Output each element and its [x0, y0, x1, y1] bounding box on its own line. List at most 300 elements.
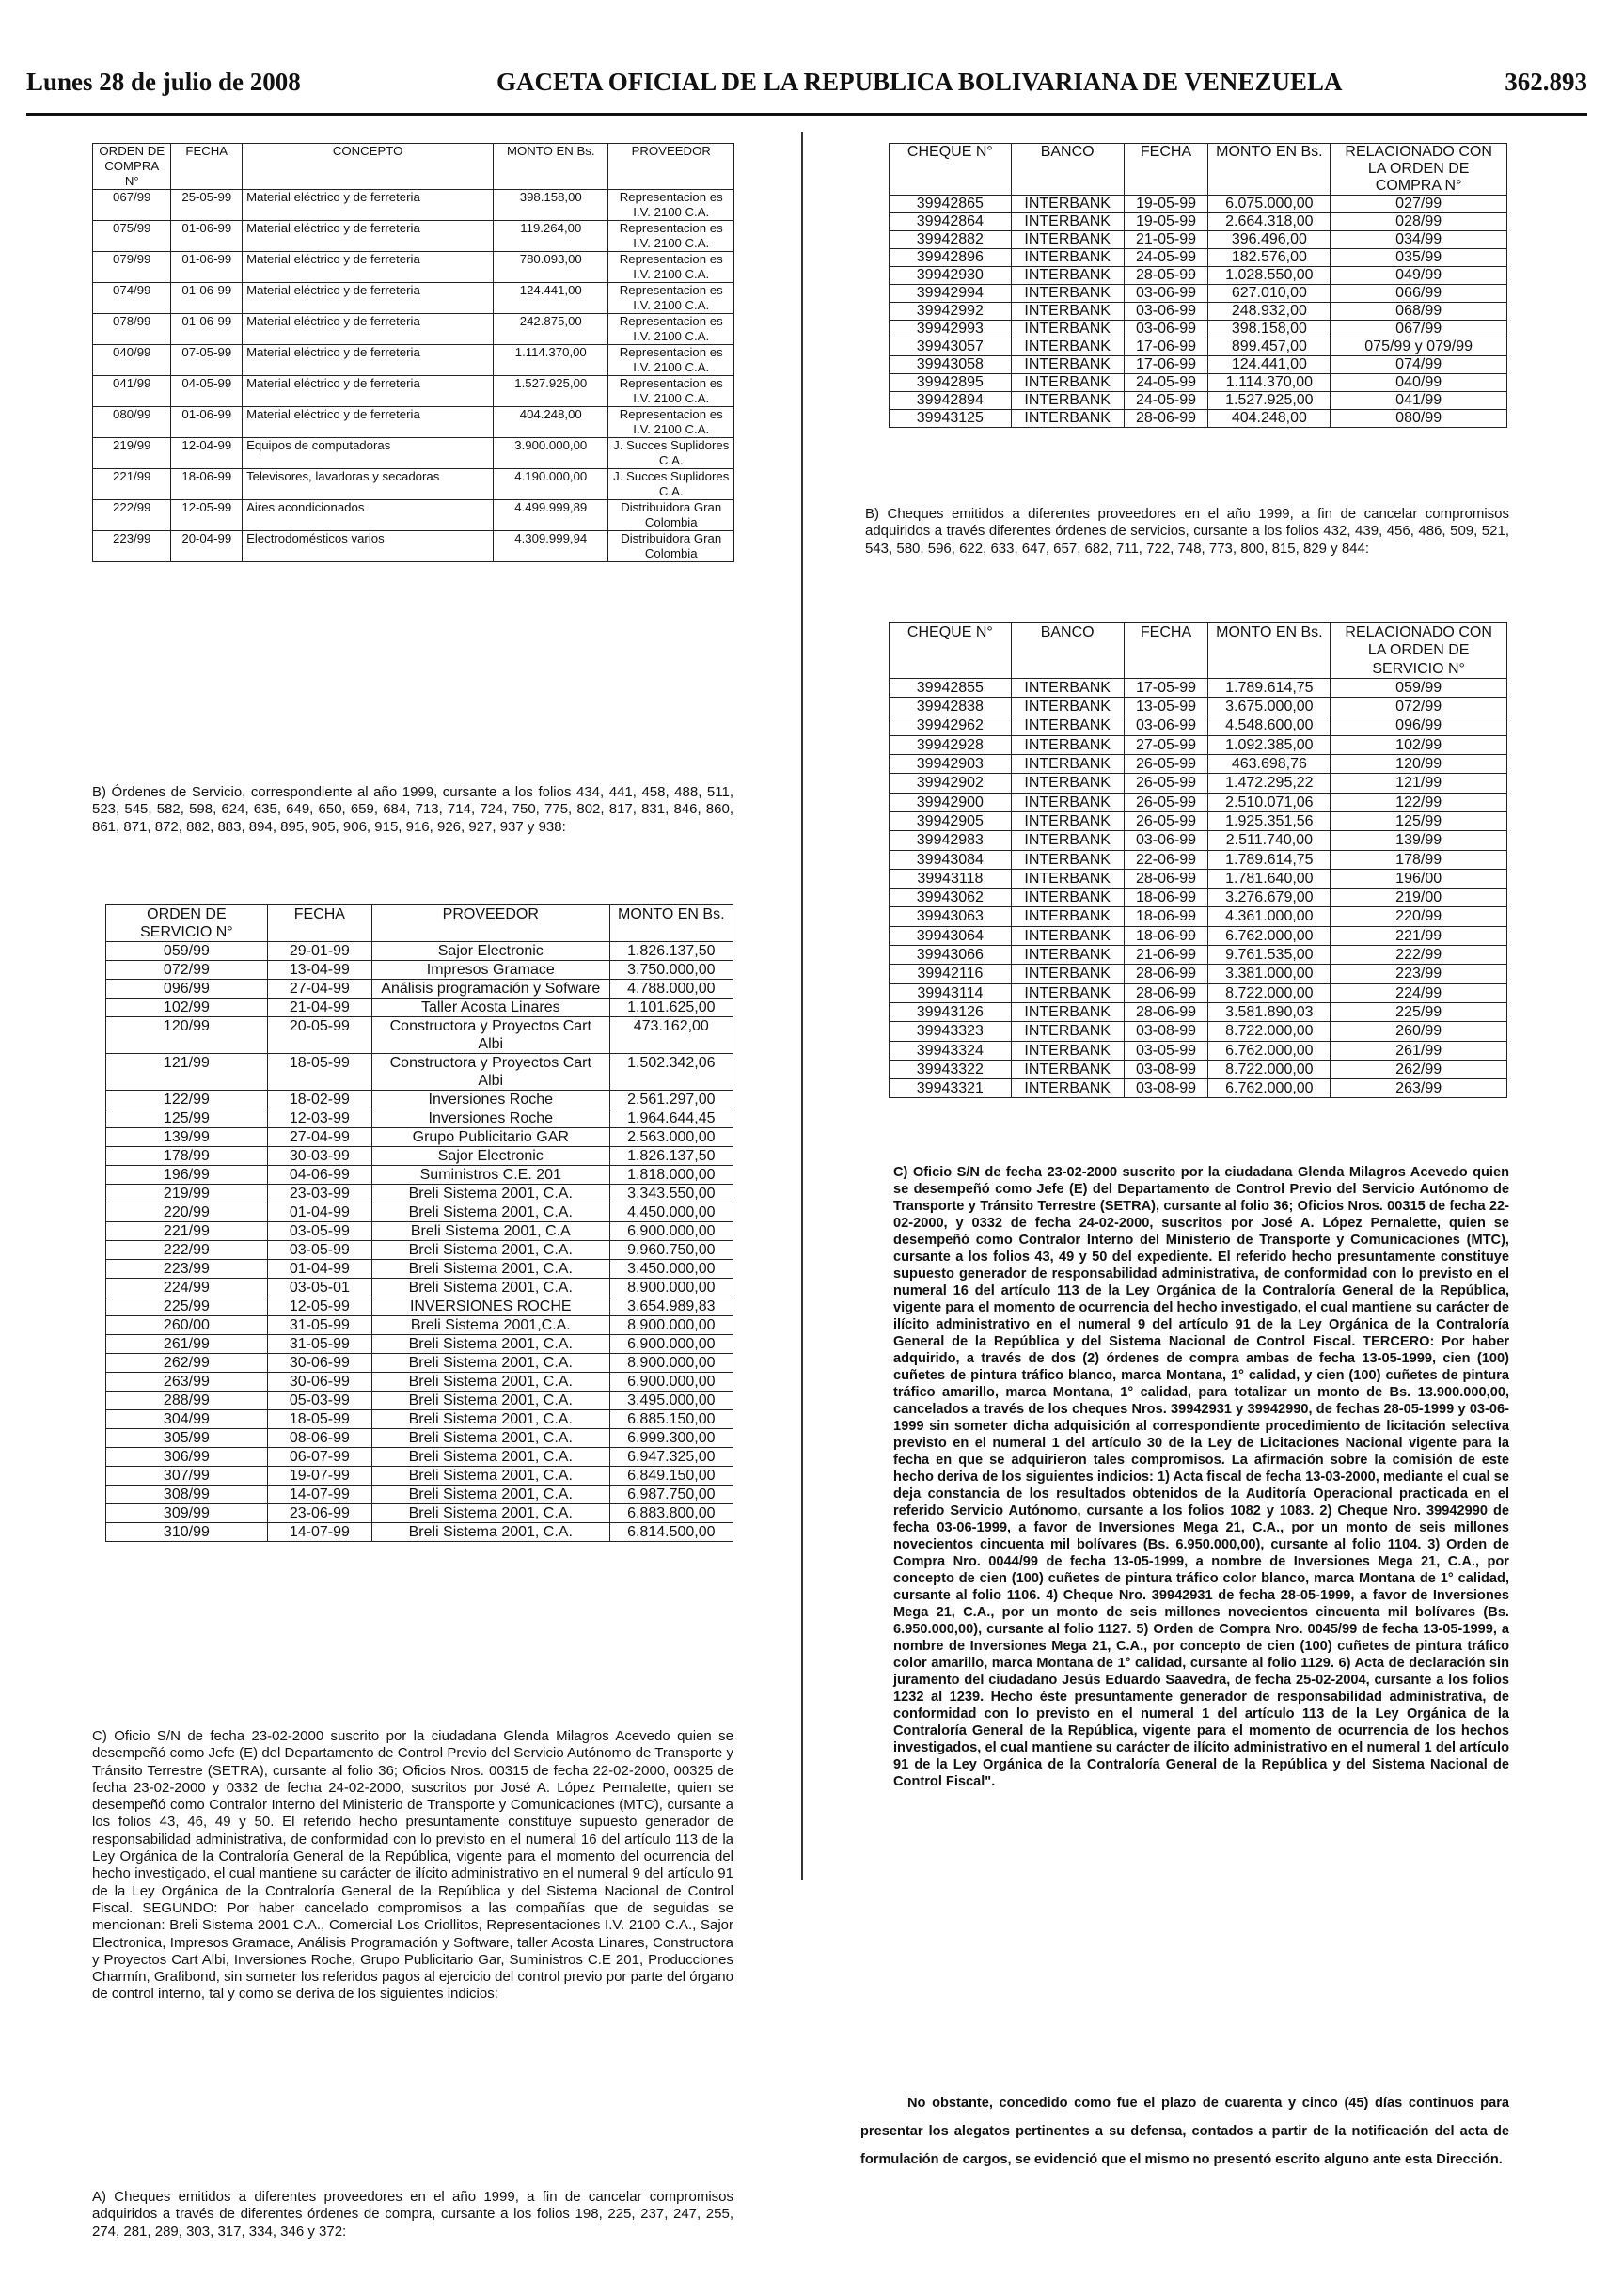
table-cell: 122/99	[106, 1091, 268, 1109]
header-date: Lunes 28 de julio de 2008	[26, 68, 301, 96]
table-cell: 074/99	[1331, 356, 1507, 374]
table-cell: 39942855	[890, 678, 1012, 697]
table-row	[106, 1297, 733, 1316]
table-row	[106, 1241, 733, 1260]
table-cell: 096/99	[106, 980, 268, 999]
table-cell: 07-05-99	[171, 345, 243, 376]
table-cell: 28-06-99	[1124, 869, 1208, 888]
table-cell: 01-04-99	[267, 1203, 371, 1222]
table-row	[890, 831, 1507, 850]
table-cell: 26-05-99	[1124, 774, 1208, 793]
table-row	[890, 374, 1507, 392]
table-row	[890, 267, 1507, 285]
table-cell: 1.527.925,00	[1208, 392, 1331, 410]
column-header: MONTO EN Bs.	[494, 144, 608, 190]
table-row	[106, 1486, 733, 1504]
table-cell: INTERBANK	[1011, 926, 1124, 945]
table-cell: 31-05-99	[267, 1316, 371, 1335]
column-header: CHEQUE N°	[890, 144, 1012, 196]
table-cell: 6.999.300,00	[609, 1429, 733, 1448]
table-cell: 263/99	[1331, 1079, 1507, 1098]
table-cell: 404.248,00	[494, 407, 608, 438]
table-cell: INTERBANK	[1011, 303, 1124, 321]
table-cell: 6.814.500,00	[609, 1523, 733, 1542]
table-cell: 39942838	[890, 698, 1012, 716]
table-cell: 310/99	[106, 1523, 268, 1542]
table-row	[106, 980, 733, 999]
table-cell: 6.987.750,00	[609, 1486, 733, 1504]
header-rule	[26, 113, 1587, 116]
table-cell: 263/99	[106, 1373, 268, 1392]
table-cell: 041/99	[93, 376, 171, 407]
table-cell: 074/99	[93, 283, 171, 314]
table-cell: Electrodomésticos varios	[243, 531, 494, 562]
table-cell: 072/99	[106, 961, 268, 980]
table-cell: 20-04-99	[171, 531, 243, 562]
table-cell: Breli Sistema 2001, C.A.	[371, 1448, 609, 1467]
table-cell: 39943322	[890, 1060, 1012, 1078]
table-cell: 39942992	[890, 303, 1012, 321]
table-cell: 39942905	[890, 811, 1012, 830]
table-row	[890, 774, 1507, 793]
table-cell: 219/99	[93, 438, 171, 469]
table-cell: 1.818.000,00	[609, 1166, 733, 1185]
table-cell: 17-06-99	[1124, 356, 1208, 374]
table-cell: 262/99	[106, 1354, 268, 1373]
table-header-row	[106, 905, 733, 942]
table-row	[890, 1041, 1507, 1060]
table-cell: 18-06-99	[171, 469, 243, 500]
table-row	[890, 231, 1507, 249]
table-cell: 05-03-99	[267, 1392, 371, 1410]
table-cell: 9.960.750,00	[609, 1241, 733, 1260]
table-cell: Análisis programación y Sofware	[371, 980, 609, 999]
table-cell: INTERBANK	[1011, 983, 1124, 1002]
table-cell: INTERBANK	[1011, 850, 1124, 869]
table-cell: 3.450.000,00	[609, 1260, 733, 1279]
table-cell: 39943118	[890, 869, 1012, 888]
table-cell: 29-01-99	[267, 942, 371, 961]
table-cell: 19-05-99	[1124, 196, 1208, 213]
table-cell: 059/99	[1331, 678, 1507, 697]
table-cell: 139/99	[106, 1128, 268, 1147]
table-cell: 182.576,00	[1208, 249, 1331, 267]
table-cell: J. Succes Suplidores C.A.	[608, 438, 734, 469]
table-cell: Constructora y Proyectos Cart Albi	[371, 1054, 609, 1091]
table-cell: 1.101.625,00	[609, 999, 733, 1017]
table-cell: Suministros C.E. 201	[371, 1166, 609, 1185]
table-cell: 307/99	[106, 1467, 268, 1486]
table-cell: 39942895	[890, 374, 1012, 392]
table-row	[106, 1166, 733, 1185]
table-cell: 30-03-99	[267, 1147, 371, 1166]
table-row	[890, 678, 1507, 697]
table-cell: 4.548.600,00	[1208, 716, 1331, 735]
table-cell: 03-05-01	[267, 1279, 371, 1297]
table-cell: Breli Sistema 2001, C.A.	[371, 1523, 609, 1542]
table-cell: 39943062	[890, 889, 1012, 907]
table-cell: 13-05-99	[1124, 698, 1208, 716]
table-cell: 219/00	[1331, 889, 1507, 907]
table-cell: 262/99	[1331, 1060, 1507, 1078]
table-cell: Breli Sistema 2001, C.A.	[371, 1335, 609, 1354]
table-cell: 4.788.000,00	[609, 980, 733, 999]
table-cell: 122/99	[1331, 793, 1507, 811]
table-cell: 08-06-99	[267, 1429, 371, 1448]
table-cell: Equipos de computadoras	[243, 438, 494, 469]
table-cell: 121/99	[1331, 774, 1507, 793]
table-cell: Material eléctrico y de ferreteria	[243, 345, 494, 376]
column-header: FECHA	[1124, 623, 1208, 679]
table-row	[93, 500, 734, 531]
paragraph-a-left: A) Cheques emitidos a diferentes proveedores en el año 1999, a fin de cancelar compromisos adquiridos a través de diferentes órdenes de compra, cursante a los folios 198, 225, 237, 247, 255, 274, 281, 289, 303, 317, 334, 346 y 372:	[92, 2189, 733, 2240]
table-cell: 14-07-99	[267, 1486, 371, 1504]
table-cell: 139/99	[1331, 831, 1507, 850]
table-row	[93, 190, 734, 221]
table-cell: 01-04-99	[267, 1260, 371, 1279]
table-row	[106, 1017, 733, 1054]
table-row	[890, 869, 1507, 888]
table-cell: Breli Sistema 2001, C.A.	[371, 1392, 609, 1410]
table-cell: 220/99	[1331, 907, 1507, 926]
table-cell: 040/99	[93, 345, 171, 376]
table-cell: 627.010,00	[1208, 285, 1331, 303]
table-cell: INTERBANK	[1011, 774, 1124, 793]
table-cell: 27-04-99	[267, 980, 371, 999]
table-cell: 3.654.989,83	[609, 1297, 733, 1316]
table-cell: 39942896	[890, 249, 1012, 267]
table-cell: 067/99	[1331, 321, 1507, 338]
table-row	[890, 338, 1507, 356]
table-cell: 39943084	[890, 850, 1012, 869]
table-cell: 39942882	[890, 231, 1012, 249]
table-row	[106, 1504, 733, 1523]
table-cell: Material eléctrico y de ferreteria	[243, 252, 494, 283]
table-cell: Material eléctrico y de ferreteria	[243, 376, 494, 407]
table-cell: 01-06-99	[171, 252, 243, 283]
table-cell: 39942962	[890, 716, 1012, 735]
table-row	[106, 1429, 733, 1448]
table-cell: 8.722.000,00	[1208, 1022, 1331, 1041]
column-header: FECHA	[171, 144, 243, 190]
table-cell: INTERBANK	[1011, 1002, 1124, 1021]
table-cell: 260/00	[106, 1316, 268, 1335]
table-cell: 041/99	[1331, 392, 1507, 410]
table-cell: 18-05-99	[267, 1410, 371, 1429]
table-cell: INTERBANK	[1011, 755, 1124, 774]
table-cell: INTERBANK	[1011, 811, 1124, 830]
table-cell: Material eléctrico y de ferreteria	[243, 221, 494, 252]
table-cell: INTERBANK	[1011, 321, 1124, 338]
table-row	[890, 249, 1507, 267]
table-row	[890, 983, 1507, 1002]
table-cell: 1.502.342,06	[609, 1054, 733, 1091]
table-cell: 39943323	[890, 1022, 1012, 1041]
table-cell: INTERBANK	[1011, 267, 1124, 285]
table-cell: 12-05-99	[171, 500, 243, 531]
table-cell: 1.925.351,56	[1208, 811, 1331, 830]
table-ordenes-servicio	[105, 904, 733, 1542]
table-row	[890, 946, 1507, 965]
table-cell: 223/99	[106, 1260, 268, 1279]
table-cell: 27-04-99	[267, 1128, 371, 1147]
table-cell: Breli Sistema 2001,C.A.	[371, 1316, 609, 1335]
table-row	[890, 392, 1507, 410]
table-row	[106, 1185, 733, 1203]
table-cell: 03-06-99	[1124, 716, 1208, 735]
table-cell: 39942894	[890, 392, 1012, 410]
table-cell: 18-05-99	[267, 1054, 371, 1091]
table-cell: 124.441,00	[1208, 356, 1331, 374]
table-cell: 028/99	[1331, 213, 1507, 231]
table-cell: 6.900.000,00	[609, 1373, 733, 1392]
table-cell: 39942902	[890, 774, 1012, 793]
gazette-header	[26, 68, 1587, 111]
table-cell: 18-02-99	[267, 1091, 371, 1109]
table-cell: 119.264,00	[494, 221, 608, 252]
table-cell: 223/99	[1331, 965, 1507, 983]
table-row	[890, 965, 1507, 983]
table-cell: 03-05-99	[267, 1222, 371, 1241]
table-cell: 040/99	[1331, 374, 1507, 392]
table-cheques-compra	[889, 143, 1507, 428]
table-cell: Constructora y Proyectos Cart Albi	[371, 1017, 609, 1054]
column-divider	[801, 132, 803, 1880]
table-cell: INTERBANK	[1011, 249, 1124, 267]
table-cell: 06-07-99	[267, 1448, 371, 1467]
table-cell: 248.932,00	[1208, 303, 1331, 321]
table-cell: 23-06-99	[267, 1504, 371, 1523]
table-cell: 225/99	[106, 1297, 268, 1316]
table-row	[890, 889, 1507, 907]
table-cell: 39942900	[890, 793, 1012, 811]
table-cell: 102/99	[106, 999, 268, 1017]
table-cell: INTERBANK	[1011, 231, 1124, 249]
table-cell: 2.511.740,00	[1208, 831, 1331, 850]
table-cell: 01-06-99	[171, 283, 243, 314]
table-row	[106, 1354, 733, 1373]
table-cell: 28-06-99	[1124, 410, 1208, 428]
table-cell: 260/99	[1331, 1022, 1507, 1041]
table-cell: 224/99	[106, 1279, 268, 1297]
table-row	[890, 811, 1507, 830]
table-cell: Breli Sistema 2001, C.A.	[371, 1429, 609, 1448]
table-cell: 1.527.925,00	[494, 376, 608, 407]
table-cell: 19-05-99	[1124, 213, 1208, 231]
table-cell: 39942903	[890, 755, 1012, 774]
table-cell: 01-06-99	[171, 314, 243, 345]
column-header: RELACIONADO CON LA ORDEN DE SERVICIO N°	[1331, 623, 1507, 679]
table-row	[890, 735, 1507, 754]
table-cell: 309/99	[106, 1504, 268, 1523]
table-cell: Material eléctrico y de ferreteria	[243, 283, 494, 314]
table-row	[106, 942, 733, 961]
table-cell: INTERBANK	[1011, 889, 1124, 907]
table-cell: 398.158,00	[494, 190, 608, 221]
table-row	[890, 303, 1507, 321]
table-cell: 26-05-99	[1124, 793, 1208, 811]
table-cell: Representacion es I.V. 2100 C.A.	[608, 190, 734, 221]
table-cell: 12-04-99	[171, 438, 243, 469]
table-cell: Breli Sistema 2001, C.A.	[371, 1279, 609, 1297]
table-row	[890, 850, 1507, 869]
table-cell: 035/99	[1331, 249, 1507, 267]
table-cell: 39942116	[890, 965, 1012, 983]
table-cell: 120/99	[1331, 755, 1507, 774]
table-cell: 28-06-99	[1124, 983, 1208, 1002]
table-cell: Breli Sistema 2001, C.A.	[371, 1504, 609, 1523]
table-cell: 219/99	[106, 1185, 268, 1203]
table-cell: Breli Sistema 2001, C.A	[371, 1222, 609, 1241]
table-cell: 39942930	[890, 267, 1012, 285]
table-row	[890, 321, 1507, 338]
table-cell: 059/99	[106, 942, 268, 961]
table-cell: J. Succes Suplidores C.A.	[608, 469, 734, 500]
table-cell: 1.781.640,00	[1208, 869, 1331, 888]
table-header-row	[890, 144, 1507, 196]
table-row	[106, 1279, 733, 1297]
table-cell: 39942983	[890, 831, 1012, 850]
table-row	[106, 1091, 733, 1109]
paragraph-b-right: B) Cheques emitidos a diferentes proveedores en el año 1999, a fin de cancelar compromisos adquiridos a través diferentes órdenes de servicios, cursante a los folios 432, 439, 456, 486, 509, 521, 543, 580, 596, 622, 633, 647, 657, 682, 711, 722, 748, 773, 800, 815, 829 y 844:	[865, 506, 1509, 557]
table-cell: 8.722.000,00	[1208, 983, 1331, 1002]
table-cell: 17-05-99	[1124, 678, 1208, 697]
table-row	[106, 999, 733, 1017]
table-cell: 3.495.000,00	[609, 1392, 733, 1410]
table-cell: 308/99	[106, 1486, 268, 1504]
table-cell: INTERBANK	[1011, 735, 1124, 754]
table-row	[93, 438, 734, 469]
table-cell: 9.761.535,00	[1208, 946, 1331, 965]
table-cell: Representacion es I.V. 2100 C.A.	[608, 407, 734, 438]
table-cell: 17-06-99	[1124, 338, 1208, 356]
table-cell: 6.762.000,00	[1208, 926, 1331, 945]
table-cell: 28-05-99	[1124, 267, 1208, 285]
table-cheques-servicio	[889, 622, 1507, 1098]
column-header: MONTO EN Bs.	[1208, 144, 1331, 196]
table-row	[106, 1523, 733, 1542]
table-cell: 1.789.614,75	[1208, 678, 1331, 697]
table-cell: 072/99	[1331, 698, 1507, 716]
table-row	[93, 221, 734, 252]
table-cell: 20-05-99	[267, 1017, 371, 1054]
table-cell: 04-05-99	[171, 376, 243, 407]
table-cell: 12-05-99	[267, 1297, 371, 1316]
table-row	[890, 1022, 1507, 1041]
table-cell: 22-06-99	[1124, 850, 1208, 869]
table-cell: Breli Sistema 2001, C.A.	[371, 1373, 609, 1392]
table-cell: Breli Sistema 2001, C.A.	[371, 1260, 609, 1279]
table-cell: 39943057	[890, 338, 1012, 356]
table-cell: 121/99	[106, 1054, 268, 1091]
table-cell: Material eléctrico y de ferreteria	[243, 314, 494, 345]
table-row	[106, 1260, 733, 1279]
table-cell: 39943063	[890, 907, 1012, 926]
table-header-row	[890, 623, 1507, 679]
table-cell: 19-07-99	[267, 1467, 371, 1486]
table-cell: 306/99	[106, 1448, 268, 1467]
table-cell: 066/99	[1331, 285, 1507, 303]
table-row	[93, 314, 734, 345]
table-cell: Representacion es I.V. 2100 C.A.	[608, 221, 734, 252]
table-row	[890, 285, 1507, 303]
table-cell: 23-03-99	[267, 1185, 371, 1203]
table-cell: Inversiones Roche	[371, 1091, 609, 1109]
table-cell: 6.762.000,00	[1208, 1079, 1331, 1098]
table-row	[106, 1373, 733, 1392]
table-cell: INTERBANK	[1011, 356, 1124, 374]
table-cell: 18-06-99	[1124, 926, 1208, 945]
paragraph-c-left: C) Oficio S/N de fecha 23-02-2000 suscrito por la ciudadana Glenda Milagros Acevedo quien se desempeñó como Jefe (E) del Departamento de Control Previo del Servicio Autónomo de Transporte y Tránsito Terrestre (SETRA), cursante al folio 36; Oficios Nros. 00315 de fecha 22-02-2000, 00325 de fecha 23-02-2000 y 0332 de fecha 24-02-2000, suscritos por José A. López Pernalette, quien se desempeñó como Contralor Interno del Ministerio de Transporte y Comunicaciones (MTC), cursante a los folios 43, 46, 49 y 50. El referido hecho presuntamente constituye supuesto generador de responsabilidad administrativa, de conformidad con lo previsto en el numeral 16 del artículo 113 de la Ley Orgánica de la Contraloría General de la República, vigente para el momento del ocurrencia del hecho investigado, el cual mantiene su carácter de ilícito administrativo en el numeral 9 del artículo 91 de la Ley Orgánica de la Contraloría General de la República y del Sistema Nacional de Control Fiscal. SEGUNDO: Por haber cancelado compromisos a las compañías que de seguidas se mencionan: Breli Sistema 2001 C.A., Comercial Los Criollitos, Representaciones I.V. 2100 C.A., Sajor Electronica, Impresos Gramace, Análisis Programación y Software, taller Acosta Linares, Constructora y Proyectos Cart Albi, Inversiones Roche, Grupo Publicitario Gar, Suministros C.E 201, Producciones Charmín, Grafibond, sin someter los referidos pagos al ejercicio del control previo por parte del órgano de control interno, tal y como se deriva de los siguientes indicios:	[92, 1728, 733, 2003]
table-row	[106, 1448, 733, 1467]
column-header: ORDEN DE SERVICIO N°	[106, 905, 268, 942]
table-cell: 18-06-99	[1124, 889, 1208, 907]
table-cell: 220/99	[106, 1203, 268, 1222]
table-cell: 899.457,00	[1208, 338, 1331, 356]
table-cell: 21-04-99	[267, 999, 371, 1017]
table-cell: 39943114	[890, 983, 1012, 1002]
table-row	[890, 196, 1507, 213]
table-cell: 03-08-99	[1124, 1079, 1208, 1098]
table-row	[93, 407, 734, 438]
table-row	[106, 1316, 733, 1335]
table-cell: 39943321	[890, 1079, 1012, 1098]
table-cell: INTERBANK	[1011, 869, 1124, 888]
table-cell: 080/99	[1331, 410, 1507, 428]
table-row	[106, 1109, 733, 1128]
table-cell: INTERBANK	[1011, 716, 1124, 735]
table-cell: 24-05-99	[1124, 249, 1208, 267]
table-cell: Breli Sistema 2001, C.A.	[371, 1185, 609, 1203]
table-cell: 13-04-99	[267, 961, 371, 980]
table-cell: Breli Sistema 2001, C.A.	[371, 1410, 609, 1429]
table-row	[890, 907, 1507, 926]
table-cell: 04-06-99	[267, 1166, 371, 1185]
table-cell: 2.510.071,06	[1208, 793, 1331, 811]
table-cell: INVERSIONES ROCHE	[371, 1297, 609, 1316]
column-header: PROVEEDOR	[371, 905, 609, 942]
table-cell: Inversiones Roche	[371, 1109, 609, 1128]
table-row	[93, 376, 734, 407]
table-cell: 2.563.000,00	[609, 1128, 733, 1147]
table-cell: 222/99	[1331, 946, 1507, 965]
table-cell: 4.309.999,94	[494, 531, 608, 562]
table-cell: 39942993	[890, 321, 1012, 338]
table-cell: 3.750.000,00	[609, 961, 733, 980]
table-cell: INTERBANK	[1011, 1022, 1124, 1041]
table-cell: Material eléctrico y de ferreteria	[243, 190, 494, 221]
table-cell: 288/99	[106, 1392, 268, 1410]
table-cell: 03-06-99	[1124, 303, 1208, 321]
table-cell: 398.158,00	[1208, 321, 1331, 338]
table-cell: 21-05-99	[1124, 231, 1208, 249]
table-cell: INTERBANK	[1011, 338, 1124, 356]
table-cell: 39943324	[890, 1041, 1012, 1060]
table-cell: 1.826.137,50	[609, 942, 733, 961]
table-cell: 242.875,00	[494, 314, 608, 345]
table-cell: 25-05-99	[171, 190, 243, 221]
table-cell: 4.361.000,00	[1208, 907, 1331, 926]
table-cell: 6.762.000,00	[1208, 1041, 1331, 1060]
table-cell: 21-06-99	[1124, 946, 1208, 965]
table-cell: 3.900.000,00	[494, 438, 608, 469]
table-cell: INTERBANK	[1011, 410, 1124, 428]
header-title: GACETA OFICIAL DE LA REPUBLICA BOLIVARIANA DE VENEZUELA	[496, 68, 1343, 96]
table-cell: 03-05-99	[1124, 1041, 1208, 1060]
table-cell: 221/99	[106, 1222, 268, 1241]
table-cell: 30-06-99	[267, 1373, 371, 1392]
table-cell: Taller Acosta Linares	[371, 999, 609, 1017]
